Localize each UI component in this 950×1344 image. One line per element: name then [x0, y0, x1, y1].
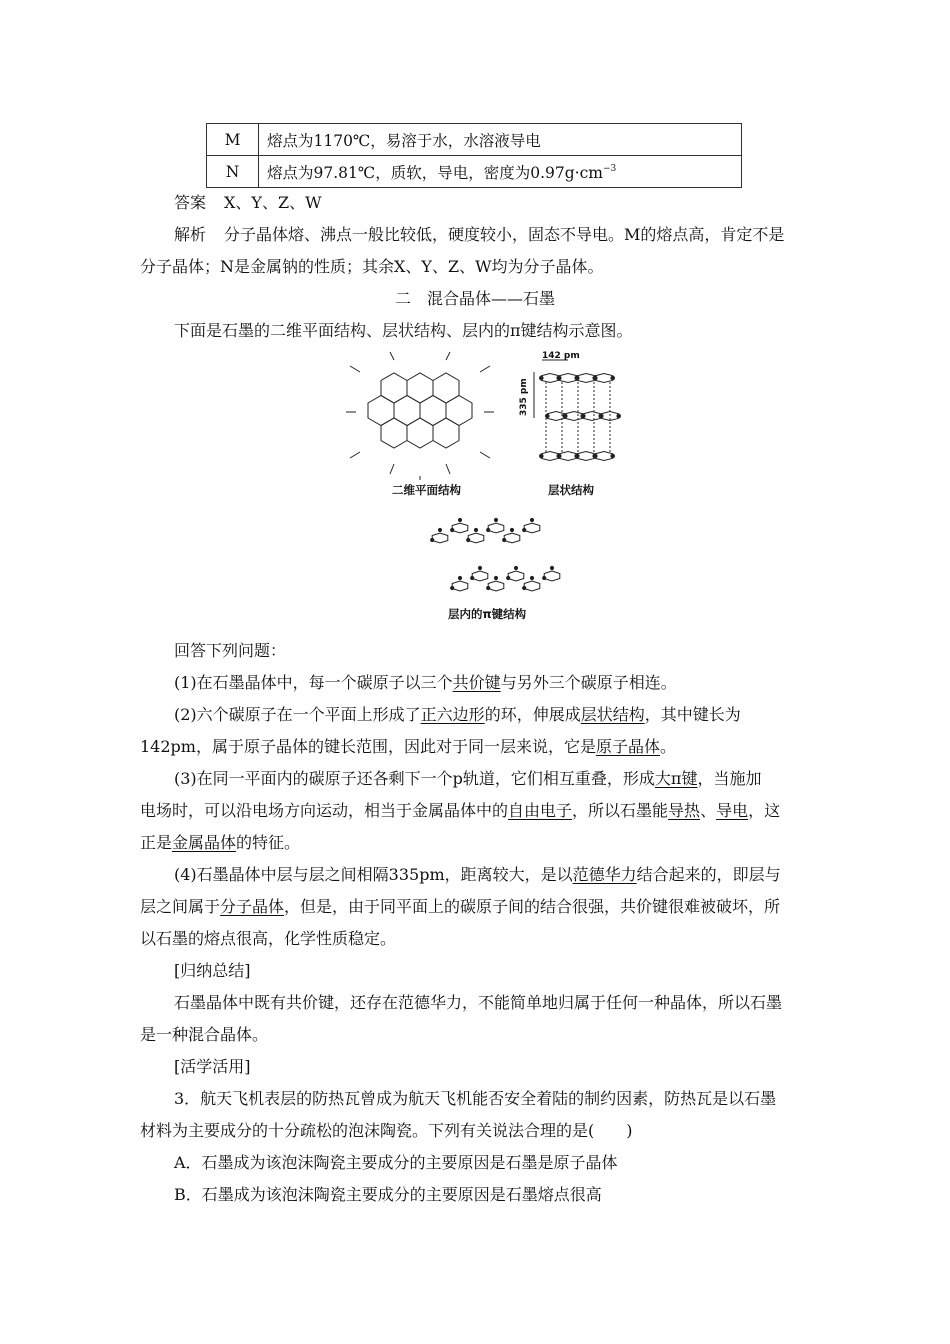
text: (2)六个碳原子在一个平面上形成了 [174, 705, 421, 724]
answer-line [174, 192, 322, 214]
hexagon-ring [381, 418, 407, 448]
hexagon-ring [407, 418, 433, 448]
summary-label: [归纳总结] [174, 961, 251, 980]
carbon-atom [594, 376, 598, 380]
p-orbital-atom [514, 566, 517, 569]
p-orbital-atom [438, 528, 441, 531]
table-row [207, 124, 742, 156]
practice-label: [活学活用] [174, 1057, 251, 1076]
p-orbital-atom [523, 528, 526, 531]
properties-table [206, 123, 742, 188]
pi-layer-hexagon [472, 571, 488, 581]
analysis-line-2: 分子晶体；N是金属钠的性质；其余X、Y、Z、W均为分子晶体。 [140, 257, 604, 276]
p-orbital-atom [451, 586, 454, 589]
hexagon-ring [420, 396, 446, 426]
section-title: 二 混合晶体——石墨 [394, 289, 555, 308]
graphite-plane-diagram [340, 352, 500, 480]
layer-hexagon [583, 412, 600, 421]
layer-hexagon [541, 452, 558, 461]
carbon-atom [576, 376, 580, 380]
text: 结合起来的，即层与 [636, 865, 781, 884]
text: (4)石墨晶体中层与层之间相隔335pm，距离较大，是以 [174, 865, 573, 884]
carbon-atom [582, 414, 586, 418]
blank-answer: 分子晶体 [220, 897, 285, 916]
hexagon-ring [381, 373, 407, 403]
carbon-atom [617, 414, 621, 418]
p-orbital-atom [487, 586, 490, 589]
bond-stub [480, 452, 490, 458]
p-orbital-atom [530, 518, 533, 521]
blank-answer: 大π键 [654, 769, 698, 788]
hexagon-ring [433, 373, 459, 403]
blank-answer: 正六边形 [420, 705, 485, 724]
answer-text: X、Y、Z、W [224, 193, 322, 212]
question-4-line-2 [140, 896, 780, 918]
table-cell-value: 熔点为1170℃，易溶于水，水溶液导电 [259, 124, 742, 156]
carbon-atom [611, 454, 615, 458]
bond-stub [350, 452, 360, 458]
summary-line-2: 是一种混合晶体。 [140, 1025, 269, 1044]
superscript: −3 [602, 163, 617, 174]
p-orbital-atom [543, 576, 546, 579]
p-orbital-atom [467, 538, 470, 541]
carbon-atom [576, 454, 580, 458]
bond-stub [390, 352, 394, 360]
text: (1)在石墨晶体中，每一个碳原子以三个 [174, 673, 453, 692]
analysis-label: 解析 [174, 225, 207, 244]
p-orbital-atom [510, 528, 513, 531]
caption-layer: 层状结构 [548, 483, 594, 497]
table-cell-value [259, 156, 742, 188]
text: ，但是，由于同平面上的碳原子间的结合很强，共价键很难被破坏，所 [284, 897, 781, 916]
hexagon-ring [433, 418, 459, 448]
text: 电场时，可以沿电场方向运动，相当于金属晶体中的 [140, 801, 509, 820]
layer-hexagon [541, 374, 558, 383]
text: 与另外三个碳原子相连。 [500, 673, 677, 692]
bond-stub [446, 352, 450, 360]
layer-hexagon [559, 452, 576, 461]
question-3-line-2 [140, 800, 780, 822]
blank-answer: 层状结构 [580, 705, 645, 724]
hexagon-ring [368, 396, 394, 426]
bond-length-label: 142 pm [542, 351, 580, 361]
carbon-atom [558, 376, 562, 380]
question-3-line-3 [140, 832, 300, 854]
blank-answer: 范德华力 [572, 865, 637, 884]
pi-layer-hexagon [488, 581, 504, 591]
pi-layer-hexagon [504, 533, 520, 543]
option-a: A．石墨成为该泡沫陶瓷主要成分的主要原因是石墨是原子晶体 [174, 1153, 618, 1172]
question-2-line-1 [174, 704, 741, 726]
question-3-line-1 [174, 768, 761, 790]
question-4-line-1 [174, 864, 781, 886]
carbon-atom [564, 414, 568, 418]
caption-plane: 二维平面结构 [392, 483, 461, 497]
p-orbital-atom [458, 576, 461, 579]
pi-layer-hexagon [452, 581, 468, 591]
bond-stub [390, 464, 394, 474]
practice-question-line-2: 材料为主要成分的十分疏松的泡沫陶瓷。下列有关说法合理的是( ) [140, 1121, 633, 1140]
pi-layer-hexagon [452, 523, 468, 533]
text: ，其中键长为 [644, 705, 741, 724]
questions-intro: 回答下列问题： [174, 641, 287, 660]
layer-hexagon [577, 374, 594, 383]
carbon-atom [594, 454, 598, 458]
table-row [207, 156, 742, 188]
value-text: 熔点为97.81℃，质软，导电，密度为0.97g·cm [267, 163, 603, 182]
p-orbital-atom [507, 576, 510, 579]
hexagon-ring [394, 396, 420, 426]
text: 的环，伸展成 [484, 705, 581, 724]
pi-layer-hexagon [508, 571, 524, 581]
p-orbital-atom [451, 528, 454, 531]
p-orbital-atom [471, 576, 474, 579]
carbon-atom [540, 454, 544, 458]
text: 。 [659, 737, 676, 756]
intro-text: 下面是石墨的二维平面结构、层状结构、层内的π键结构示意图。 [174, 321, 633, 340]
text: 层之间属于 [140, 897, 221, 916]
carbon-atom [611, 376, 615, 380]
question-4-line-3: 以石墨的熔点很高，化学性质稳定。 [140, 929, 397, 948]
carbon-atom [558, 454, 562, 458]
answer-label: 答案 [174, 193, 207, 212]
p-orbital-atom [523, 586, 526, 589]
p-orbital-atom [550, 566, 553, 569]
practice-question-line-1: 3．航天飞机表层的防热瓦曾成为航天飞机能否安全着陆的制约因素，防热瓦是以石墨 [174, 1089, 777, 1108]
layer-hexagon [595, 452, 612, 461]
hexagon-ring [446, 396, 472, 426]
text: 正是 [140, 833, 173, 852]
text: 142pm，属于原子晶体的键长范围，因此对于同一层来说，它是 [140, 737, 596, 756]
text: ，当施加 [697, 769, 762, 788]
p-orbital-atom [474, 528, 477, 531]
pi-layer-hexagon [524, 523, 540, 533]
p-orbital-atom [494, 518, 497, 521]
bond-stub [446, 464, 450, 474]
p-orbital-atom [530, 576, 533, 579]
analysis-line-1 [174, 224, 784, 246]
text: 、 [700, 801, 717, 820]
layer-spacing-label: 335 pm [519, 378, 529, 416]
blank-answer: 共价键 [452, 673, 501, 692]
carbon-atom [540, 376, 544, 380]
pi-layer-hexagon [524, 581, 540, 591]
blank-answer: 导热 [668, 801, 701, 820]
analysis-text: 分子晶体熔、沸点一般比较低，硬度较小，固态不导电。M的熔点高，肯定不是 [224, 225, 785, 244]
hexagon-ring [407, 373, 433, 403]
blank-answer: 原子晶体 [595, 737, 660, 756]
layer-hexagon [577, 452, 594, 461]
p-orbital-atom [487, 528, 490, 531]
pi-layer-hexagon [432, 533, 448, 543]
text: (3)在同一平面内的碳原子还各剩下一个p轨道，它们相互重叠，形成 [174, 769, 655, 788]
bond-stub [480, 366, 490, 372]
p-orbital-atom [503, 538, 506, 541]
layer-hexagon [595, 374, 612, 383]
text: ，所以石墨能 [572, 801, 669, 820]
summary-line-1: 石墨晶体中既有共价键，还存在范德华力，不能简单地归属于任何一种晶体，所以石墨 [174, 993, 783, 1012]
graphite-layer-diagram [512, 352, 632, 480]
option-b: B．石墨成为该泡沫陶瓷主要成分的主要原因是石墨熔点很高 [174, 1185, 602, 1204]
table-cell-key: N [207, 156, 259, 188]
table-cell-key: M [207, 124, 259, 156]
pi-bond-diagram [418, 512, 568, 608]
blank-answer: 导电 [716, 801, 749, 820]
text: ，这 [748, 801, 781, 820]
blank-answer: 金属晶体 [172, 833, 237, 852]
carbon-atom [600, 414, 604, 418]
p-orbital-atom [458, 518, 461, 521]
p-orbital-atom [478, 566, 481, 569]
bond-stub [350, 366, 360, 372]
blank-answer: 自由电子 [508, 801, 573, 820]
text: 的特征。 [236, 833, 301, 852]
layer-hexagon [559, 374, 576, 383]
pi-layer-hexagon [468, 533, 484, 543]
question-2-line-2 [140, 736, 676, 758]
p-orbital-atom [431, 538, 434, 541]
pi-layer-hexagon [488, 523, 504, 533]
pi-layer-hexagon [544, 571, 560, 581]
caption-pi: 层内的π键结构 [448, 607, 527, 621]
question-1 [174, 672, 677, 694]
p-orbital-atom [494, 576, 497, 579]
layer-hexagon [565, 412, 582, 421]
